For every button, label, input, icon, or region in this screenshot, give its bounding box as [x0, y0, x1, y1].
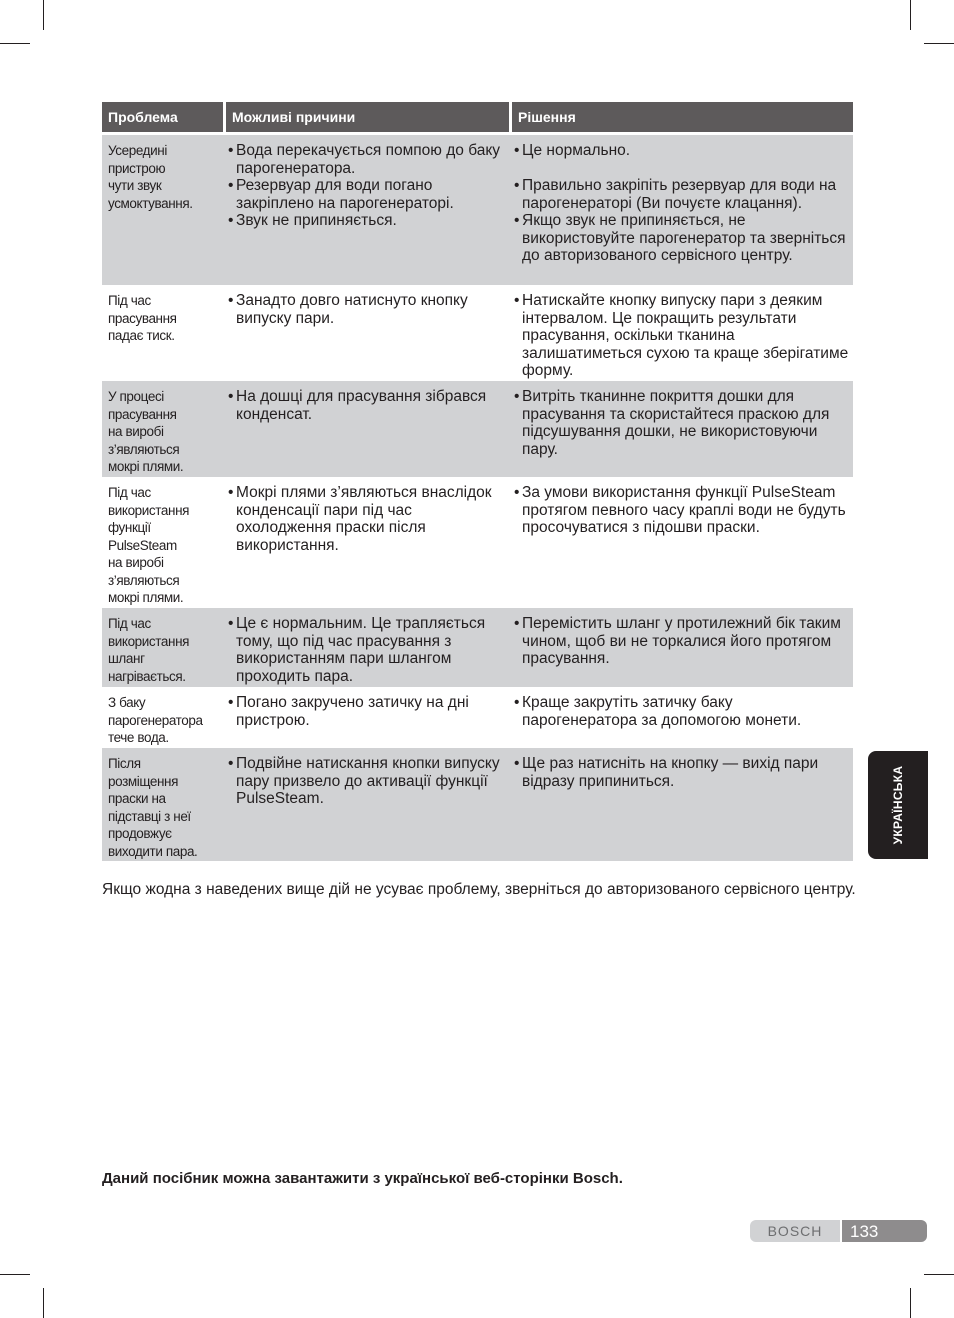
solution-item: • Якщо звук не припиняється, не використовуйте парогенератор та зверніться до авторизованого сервісного центру.: [514, 212, 849, 265]
language-tab: [868, 751, 928, 859]
table-row: [102, 477, 853, 608]
cause-item: • Вода перекачується помпою до баку парогенератора.: [228, 142, 505, 177]
problem-cell: Під час прасування падає тиск.: [108, 293, 177, 343]
problem-cell: Під час використання шланг нагрівається.: [108, 616, 190, 684]
solution-item: • Краще закрутіть затичку баку парогенератора за допомогою монети.: [514, 694, 849, 729]
causes-cell: [226, 381, 509, 477]
crop-mark: [910, 1288, 911, 1318]
problem-cell: Після розміщення праски на підставці з неї продовжує виходити пара.: [108, 756, 198, 859]
solutions-cell: [512, 687, 853, 748]
problem-cell: У процесі прасування на виробі з’являються мокрі плями.: [108, 389, 184, 474]
solution-item: • Ще раз натисніть на кнопку — вихід пари відразу припиниться.: [514, 755, 849, 790]
table-header: [102, 102, 853, 132]
cause-item: • Резервуар для води погано закріплено на парогенераторі.: [228, 177, 505, 212]
table-row: [102, 608, 853, 687]
causes-cell: [226, 135, 509, 285]
service-center-note: Якщо жодна з наведених вище дій не усуває проблему, зверніться до авторизованого сервісного центру.: [102, 881, 856, 898]
brand-label: BOSCH: [750, 1220, 840, 1242]
table-row: [102, 381, 853, 477]
solution-item: • Правильно закріпіть резервуар для води на парогенераторі (Ви почуєте клацання).: [514, 177, 849, 212]
solution-item: • За умови використання функції PulseSteam протягом певного часу краплі води не будуть просочуватися з підошви праски.: [514, 484, 849, 537]
cause-item: • Погано закручено затичку на дні пристрою.: [228, 694, 505, 729]
causes-cell: [226, 748, 509, 861]
crop-mark: [0, 43, 30, 44]
solution-item: • Це нормально.: [514, 142, 849, 160]
header-causes: Можливі причини: [226, 102, 509, 132]
solutions-cell: [512, 381, 853, 477]
solutions-cell: [512, 285, 853, 381]
table-row: [102, 135, 853, 285]
cause-item: • Занадто довго натиснуто кнопку випуску пари.: [228, 292, 505, 327]
table-row: [102, 687, 853, 748]
causes-cell: [226, 608, 509, 687]
cause-item: • Це є нормальним. Це трапляється тому, що під час прасування з використанням пари шлангом проходить пара.: [228, 615, 505, 685]
crop-mark: [924, 1274, 954, 1275]
crop-mark: [924, 43, 954, 44]
solutions-cell: [512, 477, 853, 608]
table-row: [102, 748, 853, 861]
problem-cell: Усередині пристрою чути звук усмоктування.: [108, 143, 193, 211]
causes-cell: [226, 477, 509, 608]
problem-cell: З баку парогенератора тече вода.: [108, 695, 203, 745]
cause-item: • Мокрі плями з’являються внаслідок конденсації пари під час охолодження праски після використання.: [228, 484, 505, 554]
crop-mark: [910, 0, 911, 30]
language-tab-label: УКРАЇНСЬКА: [891, 765, 905, 845]
header-solutions: Рішення: [512, 102, 853, 132]
solutions-cell: [512, 608, 853, 687]
header-problem: Проблема: [102, 102, 223, 132]
cause-item: • Звук не припиняється.: [228, 212, 505, 230]
causes-cell: [226, 687, 509, 748]
solutions-cell: [512, 135, 853, 285]
page-number: 133: [842, 1220, 927, 1242]
problem-cell: Під час використання функції PulseSteam на виробі з’являються мокрі плями.: [108, 485, 190, 605]
crop-mark: [43, 1288, 44, 1318]
cause-item: • Подвійне натискання кнопки випуску пару призвело до активації функції PulseSteam.: [228, 755, 505, 808]
download-note: Даний посібник можна завантажити з української веб-сторінки Bosch.: [102, 1170, 623, 1187]
solutions-cell: [512, 748, 853, 861]
crop-mark: [0, 1274, 30, 1275]
table-row: [102, 285, 853, 381]
cause-item: • На дошці для прасування зібрався конденсат.: [228, 388, 505, 423]
solution-item: • Перемістить шланг у протилежний бік таким чином, щоб ви не торкалися його протягом прасування.: [514, 615, 849, 668]
causes-cell: [226, 285, 509, 381]
solution-item: • Витріть тканинне покриття дошки для прасування та скористайтеся праскою для підсушування дошки, не використовуючи пару.: [514, 388, 849, 458]
troubleshooting-table: [102, 102, 853, 861]
crop-mark: [43, 0, 44, 30]
solution-item: • Натискайте кнопку випуску пари з деяким інтервалом. Це покращить результати прасування, оскільки тканина залишатиметься сухою та краще зберігатиме форму.: [514, 292, 849, 380]
